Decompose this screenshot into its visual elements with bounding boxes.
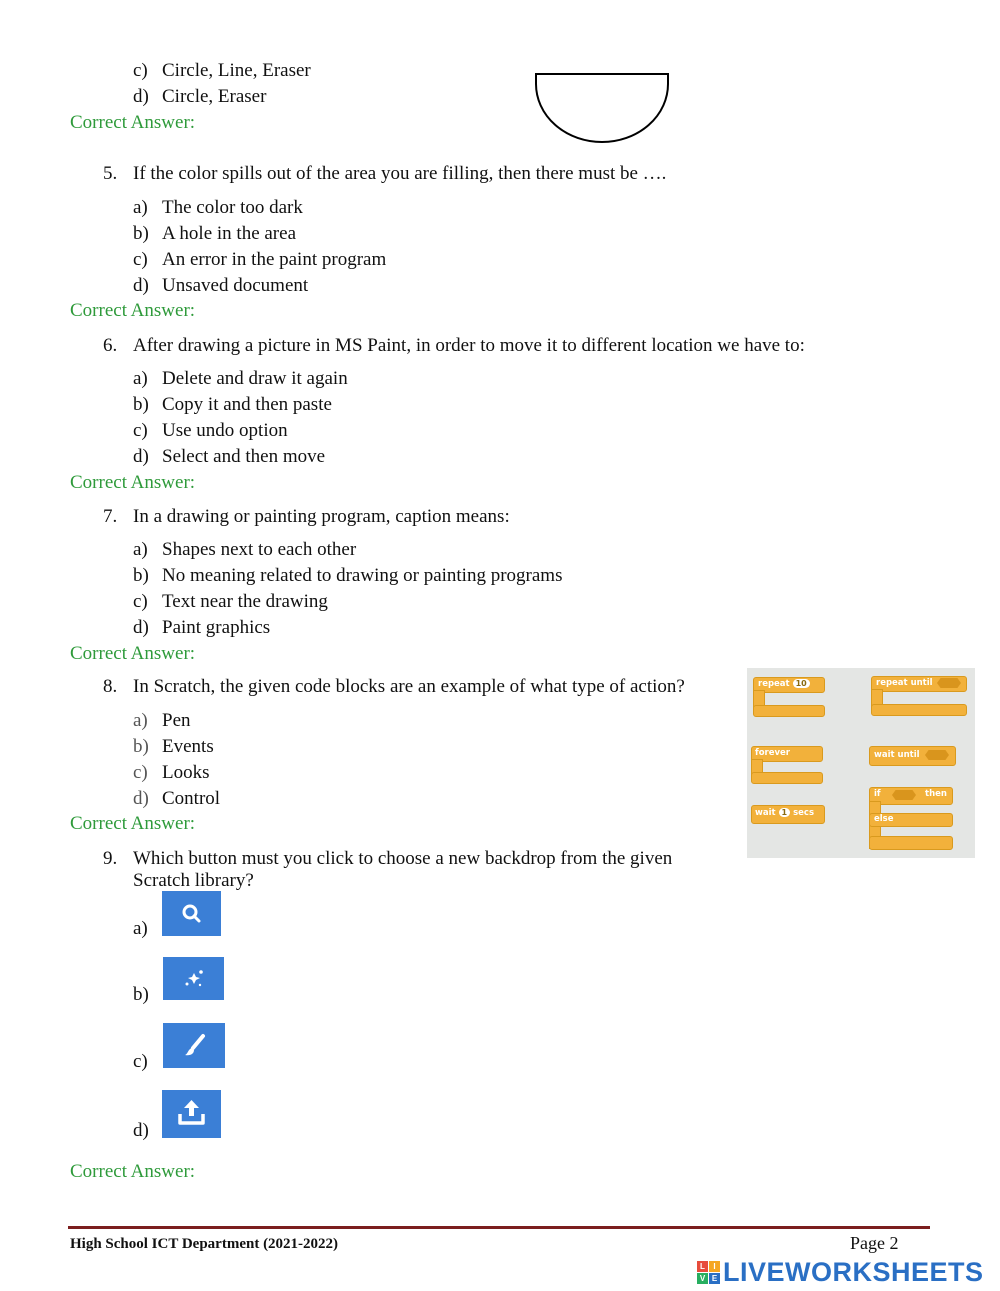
surprise-sparkle-icon — [163, 957, 224, 1000]
question-text: In a drawing or painting program, caption means: — [133, 506, 510, 527]
option-text: Use undo option — [162, 420, 288, 441]
page-number: Page 2 — [850, 1233, 899, 1253]
question-number: 6. — [103, 335, 118, 356]
option-text: Text near the drawing — [162, 591, 328, 612]
correct-answer-label: Correct Answer: — [70, 813, 196, 834]
wait-text: wait — [755, 808, 776, 818]
paint-button[interactable] — [163, 1023, 225, 1068]
correct-answer-label: Correct Answer: — [70, 300, 196, 321]
question-text: If the color spills out of the area you are filling, then there must be …. — [133, 163, 667, 184]
paint-brush-icon — [163, 1023, 225, 1068]
question-number: 9. — [103, 848, 118, 869]
block-foot — [753, 705, 825, 717]
option-text: Events — [162, 736, 214, 757]
option-text: An error in the paint program — [162, 249, 387, 270]
wait-secs-label — [755, 808, 814, 818]
option-letter: c) — [133, 249, 148, 270]
forever-text: forever — [755, 748, 790, 758]
option-letter: d) — [133, 446, 149, 467]
correct-answer-label: Correct Answer: — [70, 112, 196, 133]
option-letter: a) — [133, 710, 148, 731]
logo-cube: E — [709, 1273, 720, 1284]
question-text: Which button must you click to choose a new backdrop from the given — [133, 848, 673, 869]
option-letter: c) — [133, 60, 148, 81]
option-letter: b) — [133, 984, 149, 1005]
option-text: Pen — [162, 710, 191, 731]
option-letter: c) — [133, 420, 148, 441]
upload-icon — [162, 1090, 221, 1138]
correct-answer-label: Correct Answer: — [70, 643, 196, 664]
option-letter: b) — [133, 223, 149, 244]
repeat-until-text: repeat until — [876, 678, 933, 688]
option-text: A hole in the area — [162, 223, 297, 244]
upload-button[interactable] — [162, 1090, 221, 1138]
option-text: Copy it and then paste — [162, 394, 332, 415]
option-text: The color too dark — [162, 197, 303, 218]
search-button[interactable] — [162, 891, 221, 936]
option-letter: d) — [133, 788, 149, 809]
repeat-label — [758, 679, 810, 689]
search-icon — [162, 891, 221, 936]
condition-slot — [937, 678, 961, 688]
wait-until-text: wait until — [874, 750, 920, 760]
else-text: else — [874, 814, 894, 824]
option-text: Circle, Eraser — [162, 86, 267, 107]
half-circle-drawing — [534, 72, 670, 144]
option-letter: b) — [133, 736, 149, 757]
option-text: Circle, Line, Eraser — [162, 60, 311, 81]
question-text: After drawing a picture in MS Paint, in order to move it to different location we have to: — [133, 335, 805, 356]
option-letter: a) — [133, 368, 148, 389]
wait-count: 1 — [779, 808, 791, 817]
option-text: Control — [162, 788, 221, 809]
option-text: Select and then move — [162, 446, 326, 467]
option-text: No meaning related to drawing or painting programs — [162, 565, 563, 586]
question-text: In Scratch, the given code blocks are an example of what type of action? — [133, 676, 685, 697]
footer-department: High School ICT Department (2021-2022) — [70, 1236, 339, 1252]
block-foot — [751, 772, 823, 784]
question-number: 8. — [103, 676, 118, 697]
option-letter: d) — [133, 275, 149, 296]
option-letter: b) — [133, 565, 149, 586]
then-text: then — [925, 789, 947, 799]
option-letter: d) — [133, 1120, 149, 1141]
repeat-text: repeat — [758, 679, 790, 689]
option-text: Looks — [162, 762, 210, 783]
option-letter: a) — [133, 918, 148, 939]
option-letter: c) — [133, 762, 148, 783]
option-letter: d) — [133, 86, 149, 107]
correct-answer-label: Correct Answer: — [70, 1161, 196, 1182]
option-letter: b) — [133, 394, 149, 415]
block-foot — [871, 704, 967, 716]
condition-slot — [892, 790, 916, 800]
option-text: Paint graphics — [162, 617, 271, 638]
option-letter: a) — [133, 539, 148, 560]
option-text: Unsaved document — [162, 275, 309, 296]
condition-slot — [925, 750, 949, 760]
option-letter: c) — [133, 591, 148, 612]
question-number: 7. — [103, 506, 118, 527]
logo-cube: V — [697, 1273, 708, 1284]
logo-cubes-icon — [697, 1261, 720, 1284]
option-text: Delete and draw it again — [162, 368, 348, 389]
repeat-count: 10 — [793, 679, 810, 688]
logo-cube: I — [709, 1261, 720, 1272]
surprise-button[interactable] — [163, 957, 224, 1000]
option-text: Shapes next to each other — [162, 539, 357, 560]
option-letter: d) — [133, 617, 149, 638]
scratch-blocks-image — [747, 668, 975, 858]
question-text: Scratch library? — [133, 870, 254, 891]
option-letter: c) — [133, 1051, 148, 1072]
if-text: if — [874, 789, 881, 799]
logo-text: LIVEWORKSHEETS — [723, 1257, 984, 1287]
logo-cube: L — [697, 1261, 708, 1272]
liveworksheets-logo — [697, 1257, 984, 1288]
option-letter: a) — [133, 197, 148, 218]
correct-answer-label: Correct Answer: — [70, 472, 196, 493]
footer-divider — [68, 1226, 930, 1229]
block-foot — [869, 836, 953, 850]
question-number: 5. — [103, 163, 118, 184]
secs-text: secs — [793, 808, 815, 818]
